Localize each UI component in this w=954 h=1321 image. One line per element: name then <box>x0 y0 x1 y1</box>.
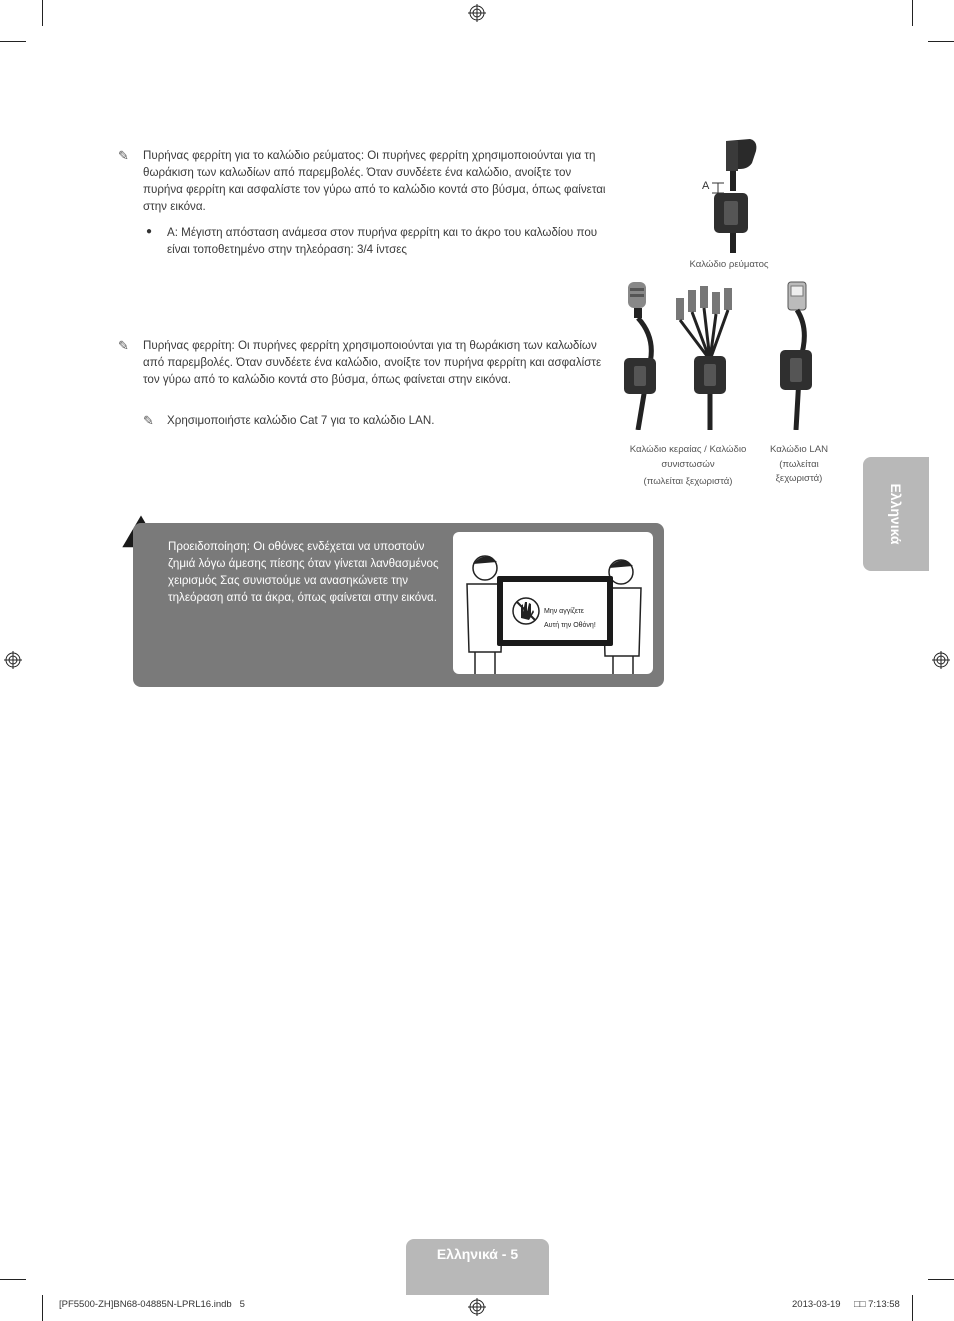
note-power-ferrite-text: Πυρήνας φερρίτη για το καλώδιο ρεύματος: Οι πυρήνες φερρίτη χρησιμοποιούνται για τη θωράκιση των καλωδίων από παρεμβολές. Όταν συνδέετε ένα καλώδιο, ανοίξτε τον πυρήνα φερρίτη και ασφαλίστε τον γύρω από το καλώδιο κοντά στο βύσμα, όπως φαίνεται στην εικόνα. <box>143 149 606 213</box>
registration-mark-icon <box>4 651 22 669</box>
antenna-cable-caption-line3: (πωλείται ξεχωριστά) <box>643 476 733 487</box>
tv-screen-label-line2: Αυτή την Οθόνη! <box>544 622 596 629</box>
lan-cable-caption-line2: (πωλείται <box>779 459 819 470</box>
bullet-icon: ● <box>146 226 153 237</box>
pencil-note-icon: ✎ <box>118 338 129 353</box>
crop-mark <box>912 0 913 26</box>
language-side-tab <box>863 457 929 571</box>
print-file-name: [PF5500-ZH]BN68-04885N-LPRL16.indb 5 <box>59 1299 245 1310</box>
pencil-note-icon: ✎ <box>143 413 154 428</box>
registration-mark-icon <box>932 651 950 669</box>
antenna-cable-caption-line1: Καλώδιο κεραίας / Καλώδιο <box>629 444 747 455</box>
registration-mark-icon <box>468 1298 486 1316</box>
crop-mark <box>0 1279 26 1280</box>
crop-mark <box>0 41 26 42</box>
tv-carrying-illustration <box>453 532 653 674</box>
lan-cable-caption-line1: Καλώδιο LAN <box>769 444 829 455</box>
registration-mark-icon <box>468 4 486 22</box>
print-time: □□ 7:13:58 <box>854 1299 900 1310</box>
antenna-cable-caption-line2: συνιστωσών <box>661 459 715 470</box>
print-date: 2013-03-19 <box>792 1299 841 1310</box>
language-side-tab-label: Ελληνικά <box>888 483 904 545</box>
distance-label-a: A <box>702 180 710 192</box>
tv-screen-label-line1: Μην αγγίζετε <box>544 608 584 615</box>
crop-mark <box>912 1295 913 1321</box>
pencil-note-icon: ✎ <box>118 148 129 163</box>
page-number-tab <box>406 1239 549 1295</box>
note-power-ferrite-bullet: A: Μέγιστη απόσταση ανάμεσα στον πυρήνα φερρίτη και το άκρο του καλωδίου που είναι τοποθετημένο στην τηλεόραση: 3/4 ίντσες <box>167 226 598 256</box>
note-lan-cat7-text: Χρησιμοποιήστε καλώδιο Cat 7 για το καλώδιο LAN. <box>167 414 435 427</box>
power-cable-caption: Καλώδιο ρεύματος <box>689 259 769 270</box>
warning-box <box>133 523 664 687</box>
warning-text: Προειδοποίηση: Οι οθόνες ενδέχεται να υποστούν ζημιά λόγω άμεσης πίεσης όταν γίνεται λανθασμένος χειρισμός Σας συνιστούμε να ανασηκώνετε την τηλεόραση από τα άκρα, όπως φαίνεται στην εικόνα. <box>168 540 439 604</box>
note-ferrite-text: Πυρήνας φερρίτη: Οι πυρήνες φερρίτη χρησιμοποιούνται για τη θωράκιση των καλωδίων από παρεμβολές. Όταν συνδέετε ένα καλώδιο, ανοίξτε τον πυρήνα φερρίτη και ασφαλίστε τον γύρω από το καλώδιο κοντά στο βύσμα, όπως φαίνεται στην εικόνα. <box>143 339 602 386</box>
lan-cable-caption-line3: ξεχωριστά) <box>775 473 823 484</box>
crop-mark <box>42 1295 43 1321</box>
component-plugs <box>676 286 732 430</box>
power-cable-illustration <box>696 135 766 253</box>
people-carrying-tv <box>453 532 653 674</box>
antenna-component-cable-illustration <box>618 280 758 430</box>
crop-mark <box>928 41 954 42</box>
antenna-plug <box>624 282 656 430</box>
crop-mark <box>928 1279 954 1280</box>
lan-cable-illustration <box>770 280 826 430</box>
page-number-label: Ελληνικά - 5 <box>436 1246 519 1262</box>
crop-mark <box>42 0 43 26</box>
